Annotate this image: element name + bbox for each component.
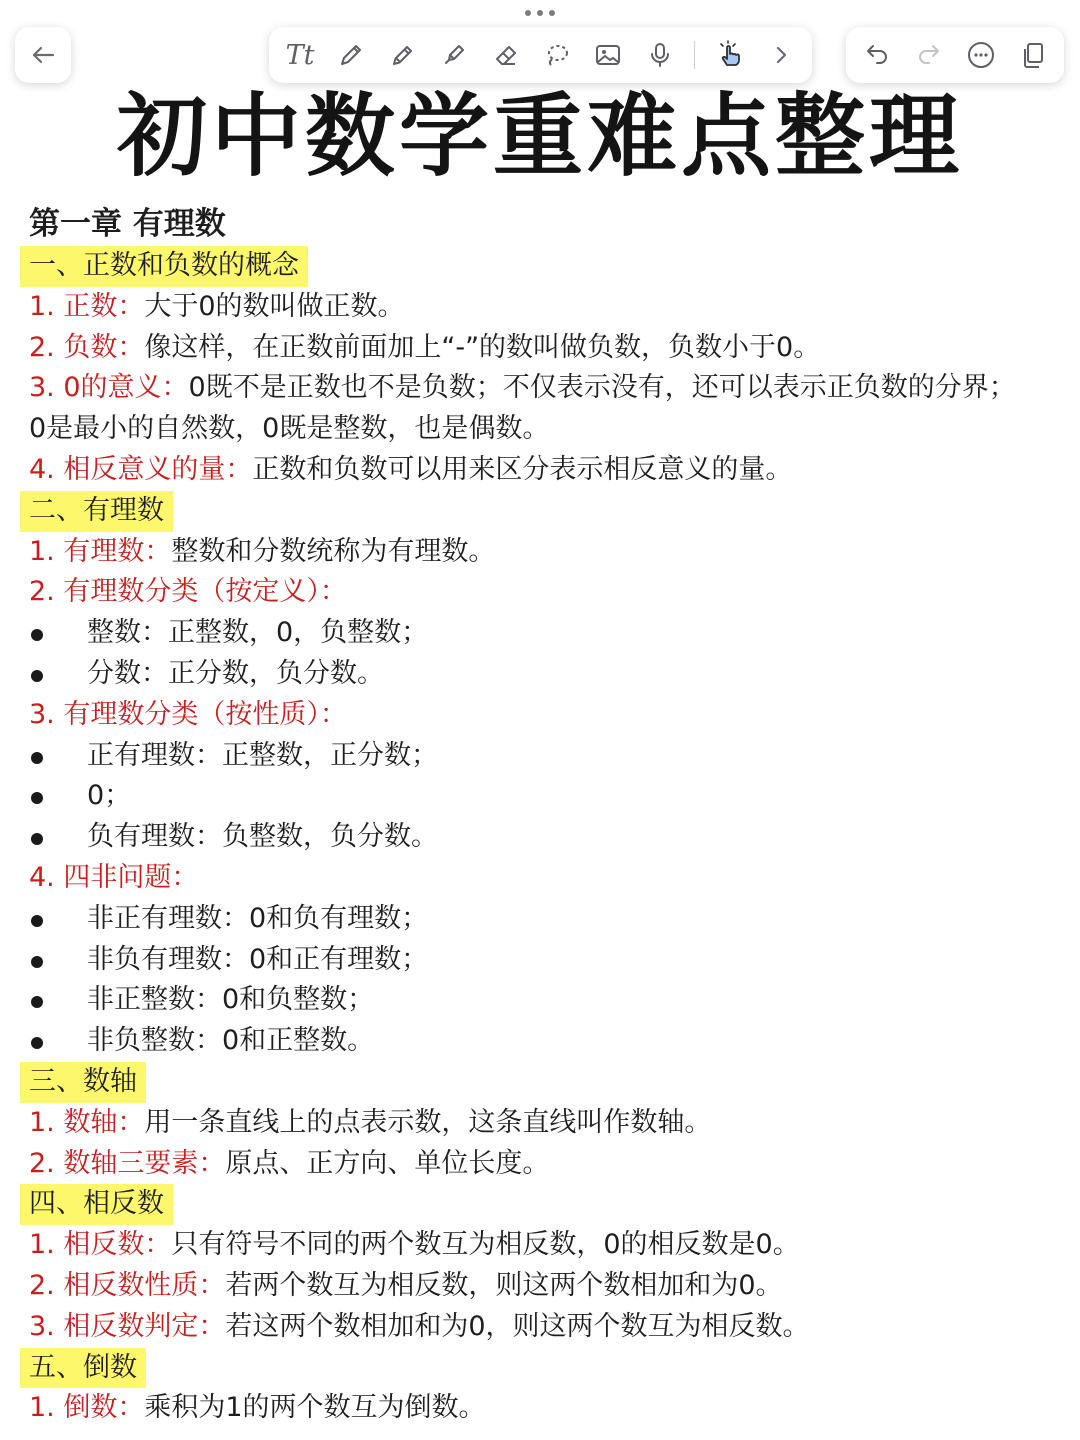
item-label: 1. 相反数： (29, 1229, 172, 1261)
bullet-icon (31, 915, 43, 927)
eraser-icon[interactable] (489, 38, 523, 72)
pen-icon[interactable] (334, 38, 368, 72)
list-item (29, 1307, 1049, 1348)
document-actions-toolbar (846, 27, 1064, 83)
microphone-icon[interactable] (643, 38, 677, 72)
item-label: 3. 相反数判定： (29, 1310, 226, 1342)
hand-touch-icon[interactable] (713, 38, 747, 72)
bullet-icon (31, 670, 43, 682)
redo-icon[interactable] (912, 38, 946, 72)
back-button[interactable] (15, 27, 71, 83)
undo-icon[interactable] (860, 38, 894, 72)
item-label: 1. 数轴： (29, 1106, 145, 1138)
image-icon[interactable] (591, 38, 625, 72)
bullet-icon (31, 833, 43, 845)
item-text: 乘积为1的两个数互为倒数。 (144, 1392, 486, 1424)
item-label: 1. 有理数： (29, 535, 172, 567)
note-title: 初中数学重难点整理 (117, 84, 963, 189)
item-text: 原点、正方向、单位长度。 (225, 1147, 550, 1179)
item-label: 4. 四非问题： (29, 861, 199, 893)
list-item (29, 450, 1049, 491)
item-text: 正数和负数可以用来区分表示相反意义的量。 (252, 453, 793, 485)
item-text: 大于0的数叫做正数。 (144, 290, 405, 322)
drawing-toolbar (269, 27, 812, 83)
section-heading: 一、正数和负数的概念 (20, 246, 308, 287)
section-heading: 五、倒数 (20, 1348, 146, 1389)
pencil-icon[interactable] (386, 38, 420, 72)
list-item (29, 1388, 1049, 1429)
chevron-right-icon[interactable] (764, 38, 798, 72)
bullet-icon (31, 792, 43, 804)
bullet-icon (31, 752, 43, 764)
more-icon[interactable] (964, 38, 998, 72)
bullet-icon (31, 996, 43, 1008)
section-heading: 四、相反数 (20, 1184, 173, 1225)
item-text: 若两个数互为相反数，则这两个数相加和为0。 (225, 1269, 783, 1301)
list-item (29, 1144, 1049, 1185)
text-tool-icon[interactable]: Tt (285, 39, 315, 71)
item-text: 只有符号不同的两个数互为相反数，0的相反数是0。 (171, 1229, 800, 1261)
item-label: 1. 正数： (29, 290, 145, 322)
bullet-item: 非负有理数：0和正有理数； (29, 940, 1049, 981)
arrow-left-icon (26, 38, 60, 72)
multitask-dots-icon[interactable] (525, 8, 555, 18)
item-text: 整数和分数统称为有理数。 (171, 535, 496, 567)
section-heading: 二、有理数 (20, 491, 173, 532)
list-item (29, 1266, 1049, 1307)
bullet-item: 0； (29, 776, 1049, 817)
item-label: 2. 有理数分类（按定义）： (29, 576, 347, 608)
bullet-item: 非正整数：0和负整数； (29, 980, 1049, 1021)
highlighter-icon[interactable] (437, 38, 471, 72)
bullet-icon (31, 1037, 43, 1049)
item-label: 3. 0的意义： (29, 372, 189, 404)
bullet-icon (31, 956, 43, 968)
bullet-item: 非正有理数：0和负有理数； (29, 899, 1049, 940)
chapter-heading: 第一章 有理数 (29, 206, 226, 242)
item-text: 0既不是正数也不是负数；不仅表示没有，还可以表示正负数的分界；0是最小的自然数，0既是整数，也是偶数。 (29, 372, 1016, 445)
toolbar-divider (694, 41, 695, 69)
list-item (29, 1225, 1049, 1266)
bullet-icon (31, 629, 43, 641)
bullet-item: 非负整数：0和正整数。 (29, 1021, 1049, 1062)
item-label: 4. 相反意义的量： (29, 453, 253, 485)
item-label: 2. 相反数性质： (29, 1269, 226, 1301)
item-label: 1. 倒数： (29, 1392, 145, 1424)
list-item (29, 287, 1049, 328)
bullet-item: 负有理数：负整数，负分数。 (29, 817, 1049, 858)
list-item (29, 368, 1019, 450)
list-item (29, 328, 1049, 369)
bullet-item: 分数：正分数，负分数。 (29, 654, 1049, 695)
note-body (29, 202, 1049, 1429)
lasso-icon[interactable] (540, 38, 574, 72)
section-heading: 三、数轴 (20, 1062, 146, 1103)
item-text: 若这两个数相加和为0，则这两个数互为相反数。 (225, 1310, 810, 1342)
item-label: 3. 有理数分类（按性质）： (29, 698, 347, 730)
bullet-item: 正有理数：正整数，正分数； (29, 736, 1049, 777)
bullet-item: 整数：正整数，0，负整数； (29, 613, 1049, 654)
item-label: 2. 数轴三要素： (29, 1147, 226, 1179)
list-item (29, 532, 1049, 573)
list-item (29, 1103, 1049, 1144)
item-label: 2. 负数： (29, 331, 145, 363)
item-text: 像这样，在正数前面加上“-”的数叫做负数，负数小于0。 (144, 331, 821, 363)
item-text: 用一条直线上的点表示数，这条直线叫作数轴。 (144, 1106, 712, 1138)
pages-icon[interactable] (1016, 38, 1050, 72)
